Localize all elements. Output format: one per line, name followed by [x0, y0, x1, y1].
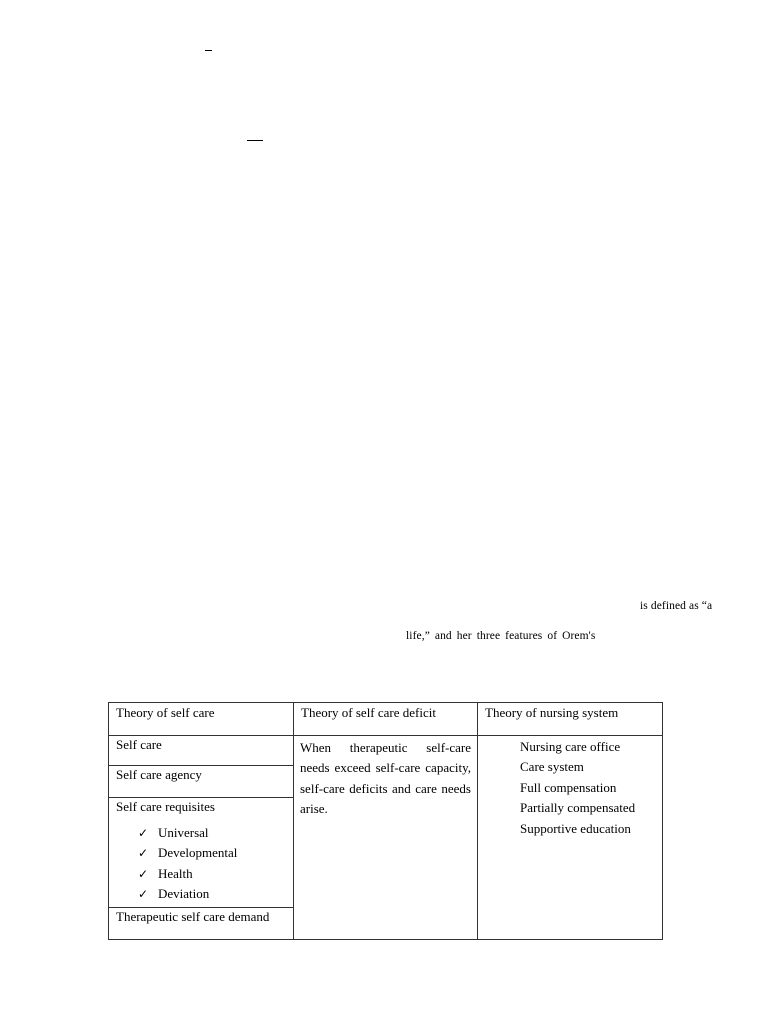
- list-item: [138, 823, 286, 843]
- check-icon: ✓: [138, 866, 149, 881]
- self-care-column: [109, 736, 294, 940]
- deficit-description: When therapeutic self-care needs exceed self-care capacity, self-care deficits and care needs arise.: [300, 740, 471, 817]
- list-item: Supportive education: [520, 820, 631, 836]
- self-care-requisites-cell: [109, 798, 293, 908]
- check-icon: ✓: [138, 887, 149, 902]
- orem-theory-table: [108, 702, 663, 940]
- requisite-deviation: Deviation: [158, 886, 210, 902]
- text-fragment-life: life,” and her three features of Orem's: [406, 630, 596, 642]
- self-care-deficit-column: [294, 736, 478, 940]
- header-self-care-deficit-theory: Theory of self care deficit: [294, 703, 478, 736]
- requisite-health: Health: [158, 865, 193, 881]
- nursing-system-column: [478, 736, 663, 940]
- requisite-developmental: Developmental: [158, 845, 238, 861]
- list-item: [138, 884, 286, 904]
- list-item: Partially compensated: [520, 800, 636, 816]
- list-item: Nursing care office: [520, 739, 621, 754]
- list-item: [138, 864, 286, 884]
- check-icon: ✓: [138, 826, 149, 840]
- dash-mark-1: [205, 50, 212, 51]
- table-header-row: [109, 703, 663, 736]
- self-care-requisites-label: Self care requisites: [116, 799, 215, 814]
- check-icon: ✓: [138, 846, 149, 861]
- requisite-universal: Universal: [158, 825, 209, 840]
- self-care-agency-cell: Self care agency: [109, 766, 293, 798]
- dash-mark-2: [247, 140, 263, 141]
- therapeutic-demand-cell: Therapeutic self care demand: [116, 909, 270, 924]
- header-self-care-theory: Theory of self care: [109, 703, 294, 736]
- list-item: Full compensation: [520, 779, 617, 795]
- self-care-cell: Self care: [109, 736, 293, 766]
- header-nursing-system-theory: Theory of nursing system: [478, 703, 663, 736]
- nursing-system-list: [520, 737, 662, 839]
- table-body-row: [109, 736, 663, 940]
- list-item: [138, 843, 286, 863]
- requisites-list: [138, 823, 286, 905]
- text-fragment-defined: is defined as “a: [640, 600, 713, 612]
- list-item: Care system: [520, 759, 584, 775]
